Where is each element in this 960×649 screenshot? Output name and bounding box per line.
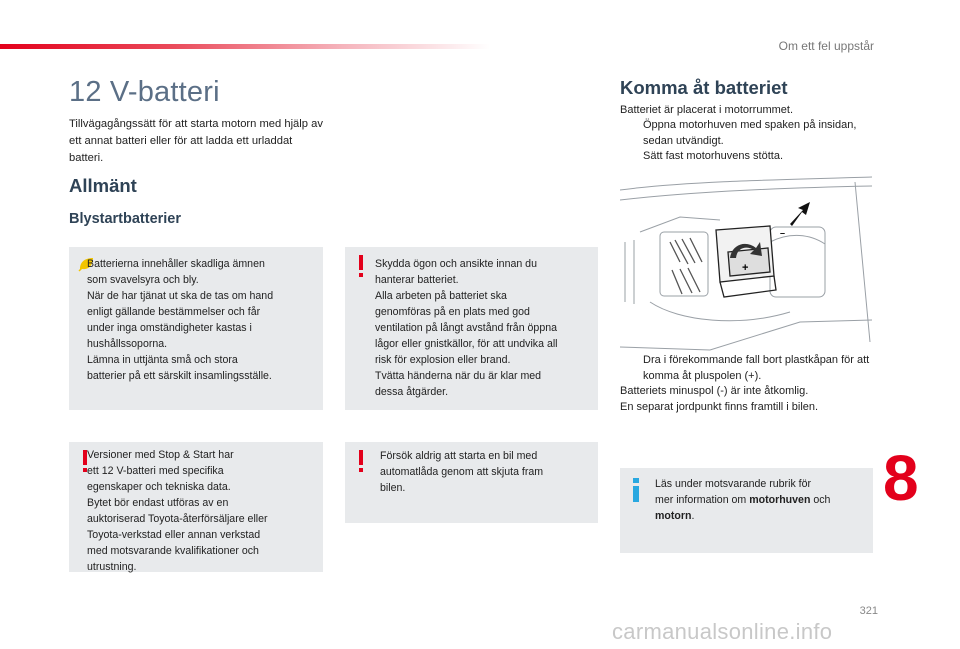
info-icon [630,478,642,502]
stop-start-warning-box [69,442,323,572]
watermark: carmanualsonline.info [612,619,833,644]
page-title: 12 V-batteri [69,76,220,108]
step-remove-plastic-cover: Dra i förekommande fall bort plastkåpan för att komma åt pluspolen (+). [643,354,870,382]
safety-warning-box [345,247,598,410]
push-start-warning-text: Försök aldrig att starta en bil med automatlåda genom att skjuta fram bilen. [380,450,544,494]
step-open-hood: Öppna motorhuven med spaken på insidan, sedan utvändigt. [643,119,857,147]
push-start-warning-box [345,442,598,523]
chapter-header: Om ett fel uppstår [778,39,874,53]
eco-note-text: Batterierna innehåller skadliga ämnen som svavelsyra och bly. När de har tjänat ut ska de tas om hand enligt gällande bestämmelser och får under inga omständigheter kastas i hushållssoporna. Lämna in uttjänta små och stora batterier på ett särskilt insamlingsställe. [87,258,274,382]
link-motorhuven: motorhuven [749,494,811,506]
info-note-text: Läs under motsvarande rubrik för mer information om motorhuven och motorn. [655,478,831,522]
negative-terminal-label: – [780,228,786,238]
step-fix-hood-stay: Sätt fast motorhuvens stötta. [643,150,784,162]
link-motorn: motorn [655,510,692,522]
warning-exclamation-icon [356,450,366,472]
section-heading-general: Allmänt [69,175,137,196]
engine-bay-battery-illustration [620,172,875,352]
battery-location-text: Batteriet är placerat i motorrummet. [620,104,794,116]
positive-terminal-label: + [742,262,749,274]
subsection-heading-lead-batteries: Blystartbatterier [69,211,182,227]
pointer-arrow-icon [790,202,810,226]
stop-start-warning-text: Versioner med Stop & Start har ett 12 V-batteri med specifika egenskaper och tekniska data. Bytet bör endast utföras av en auktoriserad Toyota-återförsäljare eller Toyota-verkstad eller annan verkstad med motsvarande kvalifikationer och utrustning. [87,449,268,573]
header-accent-bar [0,44,490,49]
section-heading-access-battery: Komma åt batteriet [620,77,788,98]
chapter-number: 8 [883,442,919,514]
negative-terminal-note: Batteriets minuspol (-) är inte åtkomlig. [620,385,809,397]
page-number: 321 [859,605,878,617]
intro-text: Tillvägagångssätt för att starta motorn med hjälp av ett annat batteri eller för att ladda ett urladdat batteri. [69,118,323,164]
info-note-box [620,468,873,553]
safety-warning-text: Skydda ögon och ansikte innan du hanterar batteriet. Alla arbeten på batteriet ska genomföras på en plats med god ventilation på långt avstånd från öppna lågor eller gnistkällor, för att undvika all risk för explosion eller brand. Tvätta händerna när du är klar med dessa åtgärder. [375,258,558,398]
warning-exclamation-icon [356,255,366,277]
ground-point-note: En separat jordpunkt finns framtill i bilen. [620,401,819,413]
eco-note-box [69,247,323,410]
